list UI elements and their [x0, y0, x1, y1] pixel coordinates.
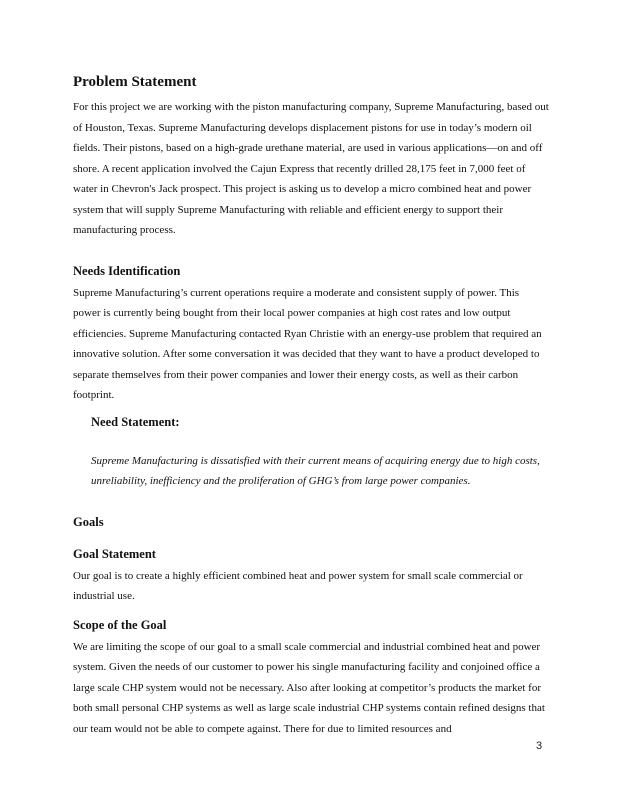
problem-statement-paragraph: For this project we are working with the piston manufacturing company, Supreme Manufacturing, based out of Houston, Texas. Supreme Manufacturing develops displacement pistons for use in today’s modern oil fields. Their pistons, based on a high-grade urethane material, are used in various applications—on and off shore. A recent application involved the Cajun Express that recently drilled 28,175 feet in 7,000 feet of water in Chevron's Jack prospect. This project is asking us to develop a micro combined heat and power system that will supply Supreme Manufacturing with reliable and efficient energy to support their manufacturing process. — [73, 101, 549, 236]
scope-of-goal-paragraph: We are limiting the scope of our goal to a small scale commercial and industrial combined heat and power system. Given the needs of our customer to power his single manufacturing facility and conjoined office a large scale CHP system would not be necessary. Also after looking at competitor’s products the market for both small personal CHP systems as well as large scale industrial CHP systems contain refined designs that our team would not be able to compete against. There for due to limited resources and — [73, 640, 545, 735]
page-number: 3 — [536, 740, 543, 752]
page-content — [73, 73, 549, 739]
scope-of-goal-heading: Scope of the Goal — [73, 617, 167, 632]
need-statement-heading: Need Statement: — [91, 414, 180, 429]
goal-statement-heading: Goal Statement — [73, 546, 156, 561]
needs-identification-paragraph: Supreme Manufacturing’s current operations require a moderate and consistent supply of power. This power is currently being bought from their local power companies at high cost rates and low output efficiencies. Supreme Manufacturing contacted Ryan Christie with an energy-use problem that required an innovative solution. After some conversation it was decided that they want to have a product developed to separate themselves from their power companies and lower their energy costs, as well as their carbon footprint. — [73, 286, 542, 401]
needs-identification-heading: Needs Identification — [73, 263, 181, 278]
need-statement-text: Supreme Manufacturing is dissatisfied with their current means of acquiring energy due to high costs, unreliability, inefficiency and the proliferation of GHG’s from large power companies. — [91, 454, 540, 487]
need-statement-block — [91, 414, 549, 492]
problem-statement-heading: Problem Statement — [73, 74, 197, 90]
goal-statement-paragraph: Our goal is to create a highly efficient combined heat and power system for small scale commercial or industrial use. — [73, 569, 523, 602]
goals-heading: Goals — [73, 514, 104, 529]
